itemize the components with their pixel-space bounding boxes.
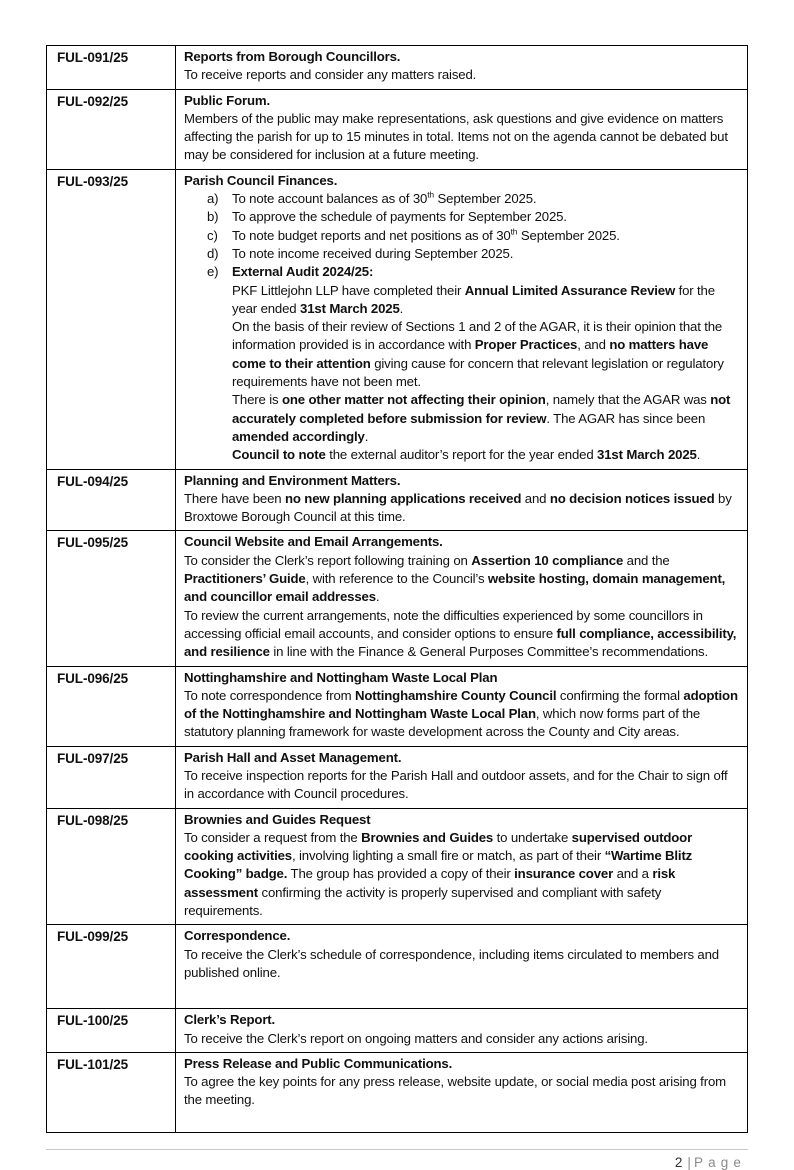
text-segment: To receive the Clerk’s schedule of correspondence, including items circulated to members and published online.: [184, 946, 719, 980]
text-segment: To receive inspection reports for the Parish Hall and outdoor assets, and for the Chair to sign off in accordance with Council procedures.: [184, 767, 728, 802]
bold-text-segment: risk assessment: [184, 866, 676, 900]
text-segment: giving cause for concern that relevant legislation or regulatory requirements have not been met.: [232, 355, 724, 390]
list-item-text: [232, 245, 740, 263]
text-segment: To receive reports and consider any matters raised.: [184, 67, 477, 83]
agenda-table: [46, 45, 748, 1133]
bold-text-segment: Brownies and Guides: [361, 829, 494, 845]
bold-text-segment: not accurately completed before submission for review: [232, 392, 731, 426]
paragraph: [184, 1073, 740, 1110]
agenda-row: [47, 531, 748, 666]
text-segment: [427, 191, 434, 206]
paragraph: [184, 1030, 740, 1048]
page-number-value: 2: [674, 1154, 683, 1170]
paragraph: [184, 66, 740, 84]
agenda-row: [47, 89, 748, 169]
text-segment: To note budget reports and net positions as of 30: [232, 227, 511, 243]
list-item: [184, 245, 740, 263]
bold-text-segment: amended accordingly: [232, 428, 365, 444]
text-segment: and the: [623, 552, 670, 568]
text-segment: September 2025.: [517, 227, 620, 243]
list-item-text: [232, 263, 740, 281]
bold-text-segment: no decision notices issued: [549, 490, 715, 506]
text-segment: To receive the Clerk’s report on ongoing matters and consider any actions arising.: [184, 1030, 648, 1046]
bold-text-segment: one other matter not affecting their opinion: [281, 392, 546, 408]
text-segment: the external auditor’s report for the year ended: [325, 447, 598, 463]
bold-text-segment: Practitioners’ Guide: [184, 571, 306, 587]
agenda-row: [47, 1009, 748, 1053]
item-ref: FUL-099/25: [47, 925, 176, 1009]
list-marker: b): [207, 209, 219, 225]
paragraph: [184, 110, 740, 165]
bold-text-segment: 31st March 2025: [300, 300, 400, 316]
paragraph: [184, 749, 740, 767]
text-segment: To consider a request from the: [184, 829, 362, 845]
page-number-line: [46, 1150, 748, 1170]
bold-text-segment: Nottinghamshire County Council: [355, 687, 557, 703]
text-segment: in line with the Finance & General Purposes Committee’s recommendations.: [269, 644, 709, 660]
agenda-row: [47, 746, 748, 808]
paragraph: [184, 687, 740, 742]
item-content: [176, 46, 748, 90]
item-content: [176, 808, 748, 925]
page-number-word: Page: [693, 1154, 746, 1170]
list-item: [184, 208, 740, 226]
text-segment: . The AGAR has since been: [546, 410, 706, 426]
item-content: [176, 925, 748, 1009]
text-segment: To approve the schedule of payments for September 2025.: [232, 209, 567, 225]
bold-text-segment: Public Forum.: [184, 92, 270, 108]
bold-text-segment: website hosting, domain management, and councillor email addresses: [184, 571, 726, 605]
text-segment: to undertake: [493, 829, 572, 845]
text-segment: for the year ended: [232, 282, 715, 316]
paragraph: [184, 1011, 740, 1029]
item-content: [176, 531, 748, 666]
paragraph: [184, 533, 740, 551]
item-content: [176, 469, 748, 531]
paragraph: [184, 767, 740, 804]
paragraph: [184, 472, 740, 490]
sub-paragraph: [184, 282, 740, 319]
superscript: th: [510, 226, 518, 237]
text-segment: September 2025.: [434, 191, 537, 207]
agenda-row: [47, 46, 748, 90]
bold-text-segment: Parish Council Finances.: [184, 172, 338, 188]
list-item: [184, 190, 740, 208]
text-segment: Members of the public may make representations, ask questions and give evidence on matters affecting the parish for up to 15 minutes in total. Items not on the agenda cannot be debated but may be considered for inclusion at a future meeting.: [184, 110, 728, 163]
bold-text-segment: Council Website and Email Arrangements.: [184, 534, 443, 550]
item-ref: FUL-100/25: [47, 1009, 176, 1053]
agenda-row: [47, 925, 748, 1009]
paragraph: [184, 927, 740, 945]
bold-text-segment: Council to note: [232, 447, 326, 463]
bold-text-segment: Proper Practices: [474, 337, 578, 353]
item-ref: FUL-095/25: [47, 531, 176, 666]
list-item: [184, 227, 740, 245]
text-segment: There is: [232, 392, 282, 408]
text-segment: PKF Littlejohn LLP have completed their: [232, 282, 465, 298]
text-segment: There have been: [184, 490, 285, 506]
sub-paragraph: [184, 318, 740, 391]
bold-text-segment: Correspondence.: [184, 928, 291, 944]
text-segment: by Broxtowe Borough Council at this time.: [184, 490, 732, 525]
item-content: [176, 89, 748, 169]
item-content: [176, 746, 748, 808]
item-content: [176, 169, 748, 469]
bold-text-segment: Brownies and Guides Request: [184, 811, 371, 827]
item-content: [176, 1052, 748, 1132]
agenda-table-body: [47, 46, 748, 1133]
bold-text-segment: External Audit 2024/25:: [232, 264, 374, 280]
agenda-row: [47, 169, 748, 469]
text-segment: To review the current arrangements, note the difficulties experienced by some councillors in accessing official email accounts, and consider options to ensure: [184, 607, 703, 641]
list-item-text: [232, 208, 740, 226]
paragraph: [184, 48, 740, 66]
text-segment: confirming the activity is properly supervised and compliant with safety requirements.: [184, 884, 662, 919]
text-segment: To consider the Clerk’s report following training on: [184, 552, 472, 568]
page-footer: [46, 1149, 748, 1170]
item-ref: FUL-098/25: [47, 808, 176, 925]
agenda-row: [47, 666, 748, 746]
text-segment: The group has provided a copy of their: [287, 866, 515, 882]
list-marker: c): [207, 227, 218, 243]
text-segment: To agree the key points for any press release, website update, or social media post arising from the meeting.: [184, 1074, 726, 1108]
paragraph: [184, 92, 740, 110]
agenda-row: [47, 808, 748, 925]
item-ref: FUL-101/25: [47, 1052, 176, 1132]
bold-text-segment: supervised outdoor cooking activities: [184, 829, 693, 864]
text-segment: .: [375, 589, 380, 605]
bold-text-segment: Press Release and Public Communications.: [184, 1055, 453, 1071]
page-number-separator: |: [687, 1154, 691, 1170]
bold-text-segment: Annual Limited Assurance Review: [464, 282, 676, 298]
bold-text-segment: Clerk’s Report.: [184, 1012, 276, 1028]
item-ref: FUL-091/25: [47, 46, 176, 90]
paragraph: [184, 172, 740, 190]
bold-text-segment: adoption of the Nottinghamshire and Nottingham Waste Local Plan: [184, 687, 738, 722]
text-segment: and: [521, 490, 550, 506]
text-segment: .: [364, 428, 369, 444]
paragraph: [184, 669, 740, 687]
bold-text-segment: “Wartime Blitz Cooking” badge.: [184, 848, 693, 882]
bold-text-segment: Planning and Environment Matters.: [184, 472, 401, 488]
text-segment: and a: [613, 866, 653, 882]
sub-paragraph: [184, 446, 740, 464]
paragraph: [184, 607, 740, 662]
paragraph: [184, 829, 740, 920]
paragraph: [184, 552, 740, 607]
bold-text-segment: insurance cover: [514, 866, 614, 882]
agenda-row: [47, 469, 748, 531]
item-content: [176, 1009, 748, 1053]
text-segment: confirming the formal: [556, 687, 684, 703]
text-segment: , namely that the AGAR was: [545, 392, 711, 408]
text-segment: , with reference to the Council’s: [305, 571, 488, 587]
paragraph: [184, 811, 740, 829]
list-marker: d): [207, 245, 219, 261]
agenda-row: [47, 1052, 748, 1132]
bold-text-segment: Parish Hall and Asset Management.: [184, 749, 402, 765]
paragraph: [184, 490, 740, 527]
list-item-text: [232, 227, 740, 245]
bold-text-segment: Nottinghamshire and Nottingham Waste Local Plan: [184, 669, 498, 685]
bold-text-segment: 31st March 2025: [597, 447, 697, 463]
list-item-text: [232, 190, 740, 208]
text-segment: To note correspondence from: [184, 687, 355, 703]
superscript: th: [427, 189, 434, 200]
text-segment: , which now forms part of the statutory planning framework for waste development across the County and City areas.: [184, 706, 701, 740]
text-segment: .: [696, 447, 701, 463]
bold-text-segment: no new planning applications received: [284, 490, 522, 506]
text-segment: .: [399, 300, 404, 316]
item-ref: FUL-094/25: [47, 469, 176, 531]
paragraph: [184, 946, 740, 983]
bold-text-segment: Reports from Borough Councillors.: [184, 49, 401, 64]
text-segment: On the basis of their review of Sections 1 and 2 of the AGAR, it is their opinion that the information provided is in accordance with: [232, 319, 723, 353]
item-content: [176, 666, 748, 746]
bold-text-segment: Assertion 10 compliance: [471, 552, 624, 568]
list-marker: a): [207, 191, 219, 207]
bold-text-segment: full compliance, accessibility, and resilience: [184, 625, 737, 660]
item-ref: FUL-092/25: [47, 89, 176, 169]
text-segment: To note income received during September 2025.: [232, 245, 514, 261]
item-ref: FUL-096/25: [47, 666, 176, 746]
text-segment: To note account balances as of 30: [232, 191, 428, 207]
item-ref: FUL-093/25: [47, 169, 176, 469]
item-ref: FUL-097/25: [47, 746, 176, 808]
bold-text-segment: no matters have come to their attention: [232, 337, 709, 371]
list-item: [184, 263, 740, 281]
list-marker: e): [207, 264, 219, 280]
paragraph: [184, 1055, 740, 1073]
text-segment: , involving lighting a small fire or match, as part of their: [291, 848, 605, 864]
sub-paragraph: [184, 391, 740, 446]
text-segment: , and: [577, 337, 610, 353]
